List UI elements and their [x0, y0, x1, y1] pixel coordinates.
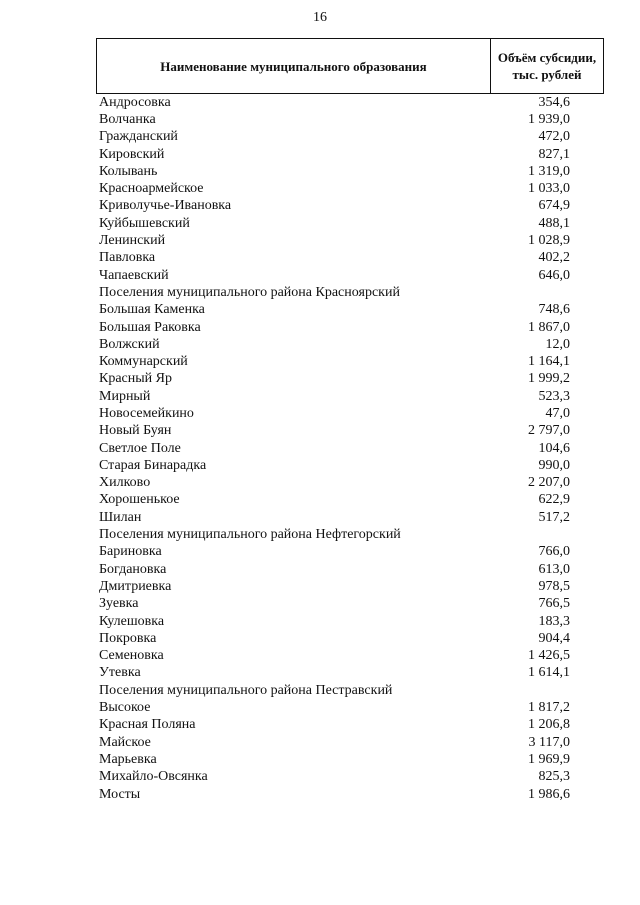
municipality-name: Мосты [99, 786, 141, 802]
subsidy-value: 1 164,1 [528, 354, 570, 370]
municipality-name: Кулешовка [99, 613, 165, 629]
header-value-line2: тыс. рублей [512, 67, 582, 82]
subsidy-value: 1 999,2 [528, 371, 570, 387]
municipality-name: Новый Буян [99, 423, 172, 439]
subsidy-value: 1 426,5 [528, 648, 570, 664]
municipality-name: Красная Поляна [99, 717, 196, 733]
municipality-name: Мирный [99, 388, 151, 404]
municipality-name: Павловка [99, 250, 156, 266]
header-value-column [490, 39, 603, 93]
table-row [99, 544, 570, 561]
table-row [99, 336, 570, 353]
municipality-name: Шилан [99, 509, 142, 525]
subsidy-value: 523,3 [538, 388, 570, 404]
subsidy-value: 827,1 [538, 146, 570, 162]
table-row [99, 492, 570, 509]
municipality-name: Светлое Поле [99, 440, 181, 456]
subsidy-value: 402,2 [538, 250, 570, 266]
municipality-name: Чапаевский [99, 267, 169, 283]
subsidy-value: 674,9 [538, 198, 570, 214]
subsidy-value: 104,6 [538, 440, 570, 456]
municipality-name: Марьевка [99, 751, 157, 767]
table-row [99, 284, 570, 301]
municipality-name: Большая Каменка [99, 302, 205, 318]
subsidy-value: 1 969,9 [528, 751, 570, 767]
municipality-name: Большая Раковка [99, 319, 201, 335]
table-body [99, 94, 570, 803]
table-row [99, 630, 570, 647]
table-row [99, 734, 570, 751]
table-row [99, 665, 570, 682]
subsidy-value: 646,0 [538, 267, 570, 283]
municipality-name: Андросовка [99, 94, 171, 110]
municipality-name: Михайло-Овсянка [99, 769, 208, 785]
subsidy-value: 1 319,0 [528, 163, 570, 179]
table-row [99, 353, 570, 370]
municipality-name: Красный Яр [99, 371, 172, 387]
subsidy-value: 1 867,0 [528, 319, 570, 335]
subsidy-value: 183,3 [538, 613, 570, 629]
table-row [99, 405, 570, 422]
municipality-name: Богдановка [99, 561, 167, 577]
municipality-name: Криволучье-Ивановка [99, 198, 232, 214]
subsidy-value: 2 207,0 [528, 475, 570, 491]
municipality-name: Майское [99, 734, 151, 750]
subsidy-value: 2 797,0 [528, 423, 570, 439]
table-row [99, 699, 570, 716]
table-row [99, 682, 570, 699]
municipality-name: Волжский [99, 336, 160, 352]
table-row [99, 94, 570, 111]
table-row [99, 717, 570, 734]
subsidy-value: 354,6 [538, 94, 570, 110]
subsidy-value: 517,2 [538, 509, 570, 525]
subsidy-value: 766,5 [538, 596, 570, 612]
subsidy-value: 904,4 [538, 630, 570, 646]
subsidy-value: 748,6 [538, 302, 570, 318]
table-row [99, 232, 570, 249]
subsidy-value: 1 817,2 [528, 700, 570, 716]
table-row [99, 440, 570, 457]
table-row [99, 596, 570, 613]
subsidy-value: 1 206,8 [528, 717, 570, 733]
table-row [99, 302, 570, 319]
municipality-name: Куйбышевский [99, 215, 190, 231]
table-row [99, 146, 570, 163]
municipality-name: Поселения муниципального района Пестравский [99, 682, 393, 698]
subsidy-value: 978,5 [538, 578, 570, 594]
municipality-name: Дмитриевка [99, 578, 172, 594]
municipality-name: Поселения муниципального района Нефтегорский [99, 527, 401, 543]
municipality-name: Колывань [99, 163, 158, 179]
table-row [99, 215, 570, 232]
table-row [99, 561, 570, 578]
table-row [99, 129, 570, 146]
table-row [99, 180, 570, 197]
municipality-name: Зуевка [99, 596, 139, 612]
table-row [99, 423, 570, 440]
subsidy-value: 825,3 [538, 769, 570, 785]
municipality-name: Бариновка [99, 544, 162, 560]
table-row [99, 163, 570, 180]
table-row [99, 250, 570, 267]
table-row [99, 751, 570, 768]
table-row [99, 198, 570, 215]
municipality-name: Хорошенькое [99, 492, 180, 508]
subsidy-value: 990,0 [538, 457, 570, 473]
table-header [96, 38, 604, 94]
header-value-line1: Объём субсидии, [497, 50, 597, 65]
table-row [99, 648, 570, 665]
table-row [99, 371, 570, 388]
subsidy-value: 1 986,6 [528, 786, 570, 802]
table-row [99, 475, 570, 492]
subsidy-value: 12,0 [545, 336, 570, 352]
table-row [99, 613, 570, 630]
municipality-name: Ленинский [99, 233, 166, 249]
table-row [99, 526, 570, 543]
municipality-name: Покровка [99, 630, 157, 646]
subsidy-value: 622,9 [538, 492, 570, 508]
table-row [99, 111, 570, 128]
municipality-name: Новосемейкино [99, 405, 194, 421]
subsidy-value: 766,0 [538, 544, 570, 560]
municipality-name: Поселения муниципального района Красноярский [99, 284, 400, 300]
subsidy-value: 488,1 [538, 215, 570, 231]
subsidy-value: 1 939,0 [528, 111, 570, 127]
municipality-name: Волчанка [99, 111, 156, 127]
table-row [99, 509, 570, 526]
table-row [99, 267, 570, 284]
subsidy-value: 613,0 [538, 561, 570, 577]
municipality-name: Кировский [99, 146, 165, 162]
subsidy-value: 472,0 [538, 129, 570, 145]
table-row [99, 786, 570, 803]
subsidy-value: 1 614,1 [528, 665, 570, 681]
municipality-name: Коммунарский [99, 354, 188, 370]
table-row [99, 578, 570, 595]
municipality-name: Высокое [99, 700, 151, 716]
page-number: 16 [313, 10, 327, 25]
municipality-name: Старая Бинарадка [99, 457, 207, 473]
subsidy-value: 1 028,9 [528, 233, 570, 249]
municipality-name: Утевка [99, 665, 141, 681]
table-row [99, 319, 570, 336]
municipality-name: Семеновка [99, 648, 164, 664]
subsidy-value: 47,0 [545, 405, 570, 421]
table-row [99, 388, 570, 405]
municipality-name: Красноармейское [99, 181, 204, 197]
table-row [99, 769, 570, 786]
table-row [99, 457, 570, 474]
subsidy-value: 3 117,0 [528, 734, 570, 750]
municipality-name: Хилково [99, 475, 151, 491]
municipality-name: Гражданский [99, 129, 178, 145]
subsidy-value: 1 033,0 [528, 181, 570, 197]
header-name-column: Наименование муниципального образования [160, 58, 427, 74]
